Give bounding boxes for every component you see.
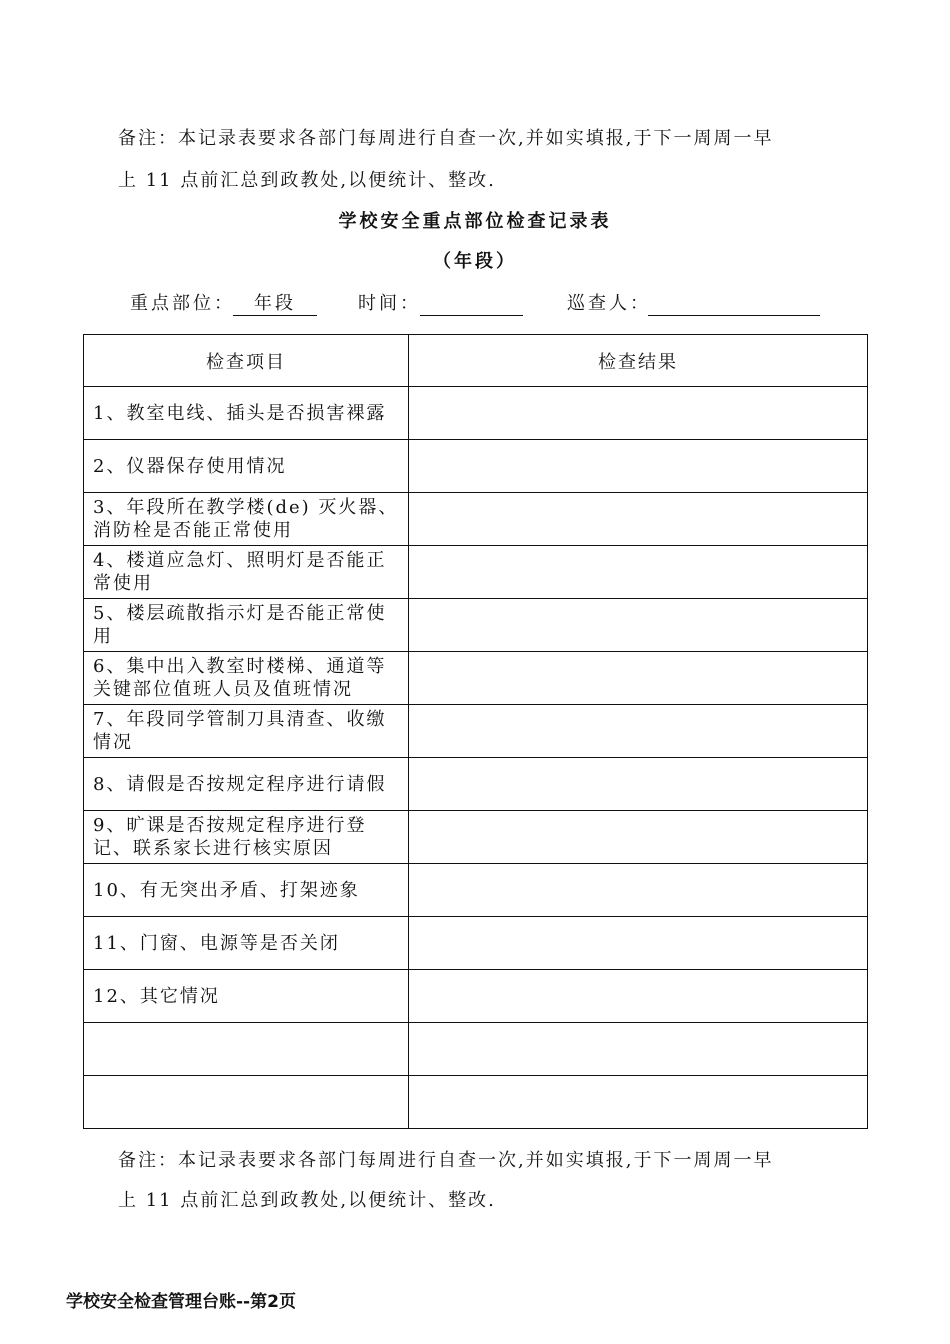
top-note-line-2: 上 11 点前汇总到政教处,以便统计、整改. (118, 170, 496, 191)
row-item: 2、仪器保存使用情况 (84, 440, 409, 493)
time-label: 时间： (358, 293, 421, 314)
page-subtitle: （年段） (433, 251, 517, 272)
row-result[interactable] (409, 970, 868, 1023)
location-label: 重点部位： (130, 293, 235, 314)
row-result[interactable] (409, 811, 868, 864)
row-result[interactable] (409, 758, 868, 811)
table-row (84, 970, 868, 1023)
table-row (84, 705, 868, 758)
row-item[interactable] (84, 1023, 409, 1076)
table-row (84, 1076, 868, 1129)
row-item[interactable] (84, 1076, 409, 1129)
row-result[interactable] (409, 1076, 868, 1129)
table-row (84, 599, 868, 652)
row-result[interactable] (409, 1023, 868, 1076)
inspector-underline (648, 315, 820, 316)
page-footer: 学校安全检查管理台账--第2页 (66, 1292, 296, 1312)
row-result[interactable] (409, 864, 868, 917)
row-item: 7、年段同学管制刀具清查、收缴情况 (84, 705, 409, 758)
row-item: 3、年段所在教学楼(de) 灭火器、消防栓是否能正常使用 (84, 493, 409, 546)
table-row (84, 917, 868, 970)
inspection-table (83, 334, 868, 1129)
row-result[interactable] (409, 652, 868, 705)
location-value[interactable]: 年段 (254, 293, 296, 314)
row-item: 10、有无突出矛盾、打架迹象 (84, 864, 409, 917)
table-row (84, 387, 868, 440)
table-row (84, 652, 868, 705)
column-header-item: 检查项目 (84, 335, 409, 387)
row-result[interactable] (409, 546, 868, 599)
table-row (84, 1023, 868, 1076)
table-row (84, 546, 868, 599)
row-result[interactable] (409, 493, 868, 546)
row-item: 9、旷课是否按规定程序进行登记、联系家长进行核实原因 (84, 811, 409, 864)
row-item: 8、请假是否按规定程序进行请假 (84, 758, 409, 811)
table-row (84, 758, 868, 811)
row-result[interactable] (409, 387, 868, 440)
row-item: 1、教室电线、插头是否损害裸露 (84, 387, 409, 440)
row-result[interactable] (409, 917, 868, 970)
row-item: 12、其它情况 (84, 970, 409, 1023)
row-item: 6、集中出入教室时楼梯、通道等关键部位值班人员及值班情况 (84, 652, 409, 705)
column-header-result: 检查结果 (409, 335, 868, 387)
table-row (84, 440, 868, 493)
inspector-label: 巡查人： (567, 293, 651, 314)
bottom-note-line-2: 上 11 点前汇总到政教处,以便统计、整改. (118, 1190, 496, 1211)
table-row (84, 864, 868, 917)
row-result[interactable] (409, 440, 868, 493)
table-row (84, 811, 868, 864)
row-item: 5、楼层疏散指示灯是否能正常使用 (84, 599, 409, 652)
top-note-line-1: 备注：本记录表要求各部门每周进行自查一次,并如实填报,于下一周周一早 (118, 128, 774, 149)
row-item: 4、楼道应急灯、照明灯是否能正常使用 (84, 546, 409, 599)
time-underline (420, 315, 523, 316)
row-result[interactable] (409, 705, 868, 758)
table-row (84, 493, 868, 546)
page-title: 学校安全重点部位检查记录表 (338, 211, 612, 232)
location-underline (233, 315, 317, 316)
row-item: 11、门窗、电源等是否关闭 (84, 917, 409, 970)
table-header-row (84, 335, 868, 387)
row-result[interactable] (409, 599, 868, 652)
bottom-note-line-1: 备注：本记录表要求各部门每周进行自查一次,并如实填报,于下一周周一早 (118, 1150, 774, 1171)
